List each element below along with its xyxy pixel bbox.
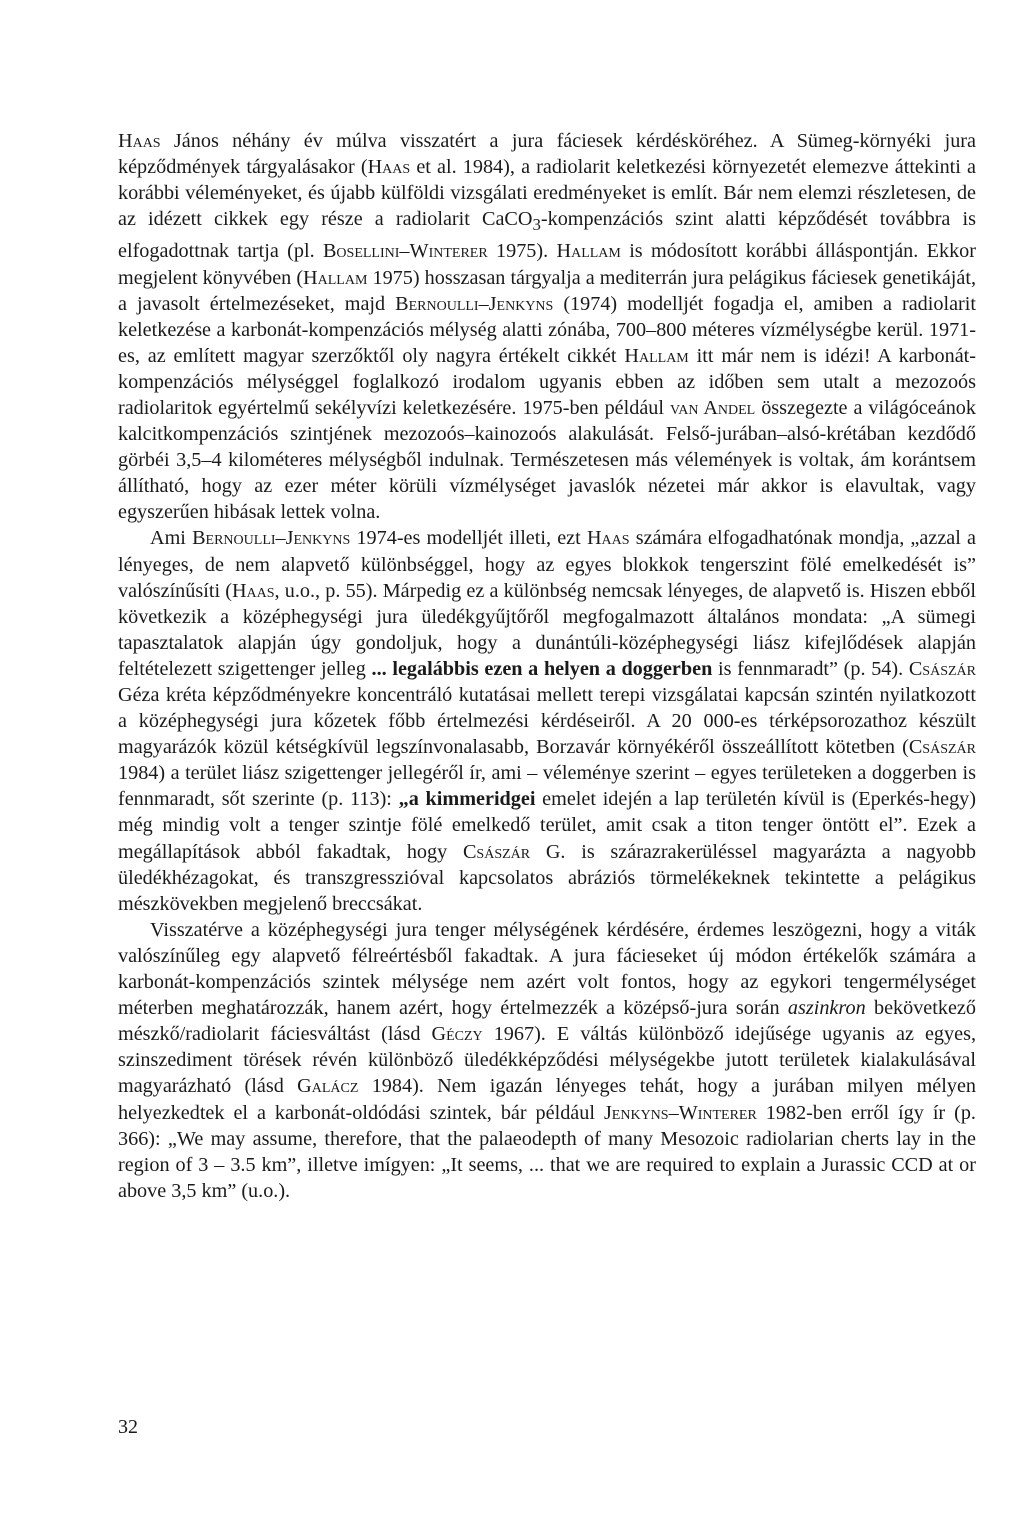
author-name: Császár xyxy=(908,657,976,680)
text-run: 1967). E váltás különböző idejűsége ugyanis az egyes, szinszediment törések révén különböző üledékképződési mélységekbe jutott területek kialakulásával magyarázható (lásd xyxy=(118,1023,976,1098)
author-name: Hallam xyxy=(624,344,689,367)
text-run: Géza kréta képződményekre koncentráló kutatásai mellett terepi vizsgálatai kapcsán szintén nyilatkozott a középhegységi jura kőzetek főbb értelmezési kérdéseiről. A 20 000-es térképsorozathoz készült magyarázók közül kétségkívül legszínvonalasabb, Borzavár környékéről összeállított kötetben ( xyxy=(118,684,976,759)
text-run: -kompenzációs szint alatti képződését továbbra is elfogadottnak tartja (pl. xyxy=(118,208,976,263)
text-run: G. is szárazrakerüléssel magyarázta a nagyobb üledékhézagokat, és transzgresszióval kapcsolatos abráziós törmelékeknek tekintette a pelágikus mészkövekben megjelenő breccsákat. xyxy=(118,840,976,915)
author-name: Császár xyxy=(462,840,531,863)
text-run: 1974-es modelljét illeti, ezt xyxy=(350,527,587,550)
text-run: emelet idején a lap területén kívül is (Eperkés-hegy) még mindig volt a tenger szintje fölé emelkedő terület, amit csak a titon tenger öntött el”. Ezek a megállapítások abból fakadtak, hogy xyxy=(118,788,976,863)
author-name: Bosellini–Winterer xyxy=(322,240,488,263)
text-run: 1984) a terület liász szigettenger jellegéről ír, ami – véleménye szerint – egyes területeken a doggerben is fennmaradt, sőt szerinte (p. 113): xyxy=(118,762,976,811)
author-name: Haas xyxy=(367,156,411,179)
author-name: Bernoulli–Jenkyns xyxy=(192,527,351,550)
author-name: Hallam xyxy=(303,266,368,289)
paragraph-3 xyxy=(118,917,976,1204)
text-run: összegezte a világóceánok kalcitkompenzációs szintjének mezozoós–kainozoós alakulását. Felső-jurában–alsó-krétában kezdődő görbéi 3,5–4 kilométeres mélységből indulnak. Természetesen más vélemények is voltak, ám korántsem állítható, hogy az ezer méter körüli vízmélységet javaslók nézetei már akkor is elavultak, vagy egyszerűen hibásak lettek volna. xyxy=(118,396,976,524)
author-name: Császár xyxy=(908,736,976,759)
text-run: János néhány év múlva visszatért a jura fáciesek kérdésköréhez. A Sümeg-környéki jura képződmények tárgyalásakor ( xyxy=(118,130,976,179)
paragraph-1 xyxy=(118,128,976,525)
text-run: et al. 1984), a radiolarit keletkezési környezetét elemezve áttekinti a korábbi véleményeket, és újabb külföldi vizsgálati eredményeket is említ. Bár nem elemzi részletesen, de az idézett cikkek egy része a radiolarit CaCO xyxy=(118,156,976,231)
author-name: Haas xyxy=(586,527,630,550)
text-run: 1975). xyxy=(487,240,557,263)
author-name: Jenkyns–Winterer xyxy=(603,1101,757,1124)
author-name: van Andel xyxy=(669,396,756,419)
page-number: 32 xyxy=(118,1416,138,1438)
text-run: 1984). Nem igazán lényeges tehát, hogy a jurában milyen mélyen helyezkedtek el a karbonát-oldódási szintek, bár például xyxy=(118,1075,977,1124)
author-name: Galácz xyxy=(297,1075,359,1098)
emphasis-text: ... legalábbis ezen a helyen a doggerben xyxy=(371,657,713,680)
text-run: 1982-ben erről így ír (p. 366): „We may assume, therefore, that the palaeodepth of many Mesozoic radiolarian cherts lay in the region of 3 – 3.5 km”, illetve imígyen: „It seems, ... that we are required to explain a Jurassic CCD at or above 3,5 km” (u.o.). xyxy=(118,1101,976,1202)
author-name: Haas xyxy=(231,579,275,602)
author-name: Haas xyxy=(118,130,161,152)
text-run: 1975) hosszasan tárgyalja a mediterrán jura pelágikus fáciesek genetikáját, a javasolt értelmezéseket, majd xyxy=(118,266,976,315)
text-run: Ami xyxy=(150,527,193,550)
emphasis-text: „a kimmeridgei xyxy=(398,788,536,811)
author-name: Géczy xyxy=(431,1023,483,1046)
text-run: , u.o., p. 55). Márpedig ez a különbség nemcsak lényeges, de alapvető is. Hiszen ebből következik a középhegységi jura üledékgyűjtőről megfogalmazott általános mondata: „A sümegi tapasztalatok alapján úgy gondoljuk, hogy a dunántúli-középhegységi liász kifejlődések alapján feltételezett szigettenger jelleg xyxy=(118,579,976,680)
text-run: is fennmaradt” (p. 54). xyxy=(712,657,909,680)
author-name: Bernoulli–Jenkyns xyxy=(395,292,554,315)
italic-text: aszinkron xyxy=(787,997,866,1020)
text-run: (1974) modelljét fogadja el, amiben a radiolarit keletkezése a karbonát-kompenzációs mélység alatti zónába, 700–800 méteres vízmélységbe kerül. 1971-es, az említett magyar szerzőktől oly nagyra értékelt cikkét xyxy=(118,292,976,367)
page-body xyxy=(118,128,976,1204)
text-run: itt már nem is idézi! A karbonát-kompenzációs mélységgel foglalkozó irodalom ugyanis ebben az időben sem utalt a mezozoós radiolaritok egyértelmű sekélyvízi keletkezésére. 1975-ben például xyxy=(118,344,976,419)
text-run: is módosított korábbi álláspontján. Ekkor megjelent könyvében ( xyxy=(118,240,976,289)
subscript: 3 xyxy=(532,215,541,235)
text-run: számára elfogadhatónak mondja, „azzal a lényeges, de nem alapvető különbséggel, hogy az egyes blokkok tengerszint fölé emelkedését is” valószínűsíti ( xyxy=(118,527,976,602)
text-run: Visszatérve a középhegységi jura tenger mélységének kérdésére, érdemes leszögezni, hogy a viták valószínűleg egy alapvető félreértésből fakadtak. A jura fácieseket új módon értékelők számára a karbonát-kompenzációs szintek mélysége nem azért volt fontos, hogy az egykori tengermélységet méterben meghatározzák, hanem azért, hogy értelmezzék a középső-jura során xyxy=(118,918,976,1020)
paragraph-2 xyxy=(118,525,976,916)
text-run: bekövetkező mészkő/radiolarit fáciesváltást (lásd xyxy=(118,997,976,1046)
author-name: Hallam xyxy=(556,240,621,263)
